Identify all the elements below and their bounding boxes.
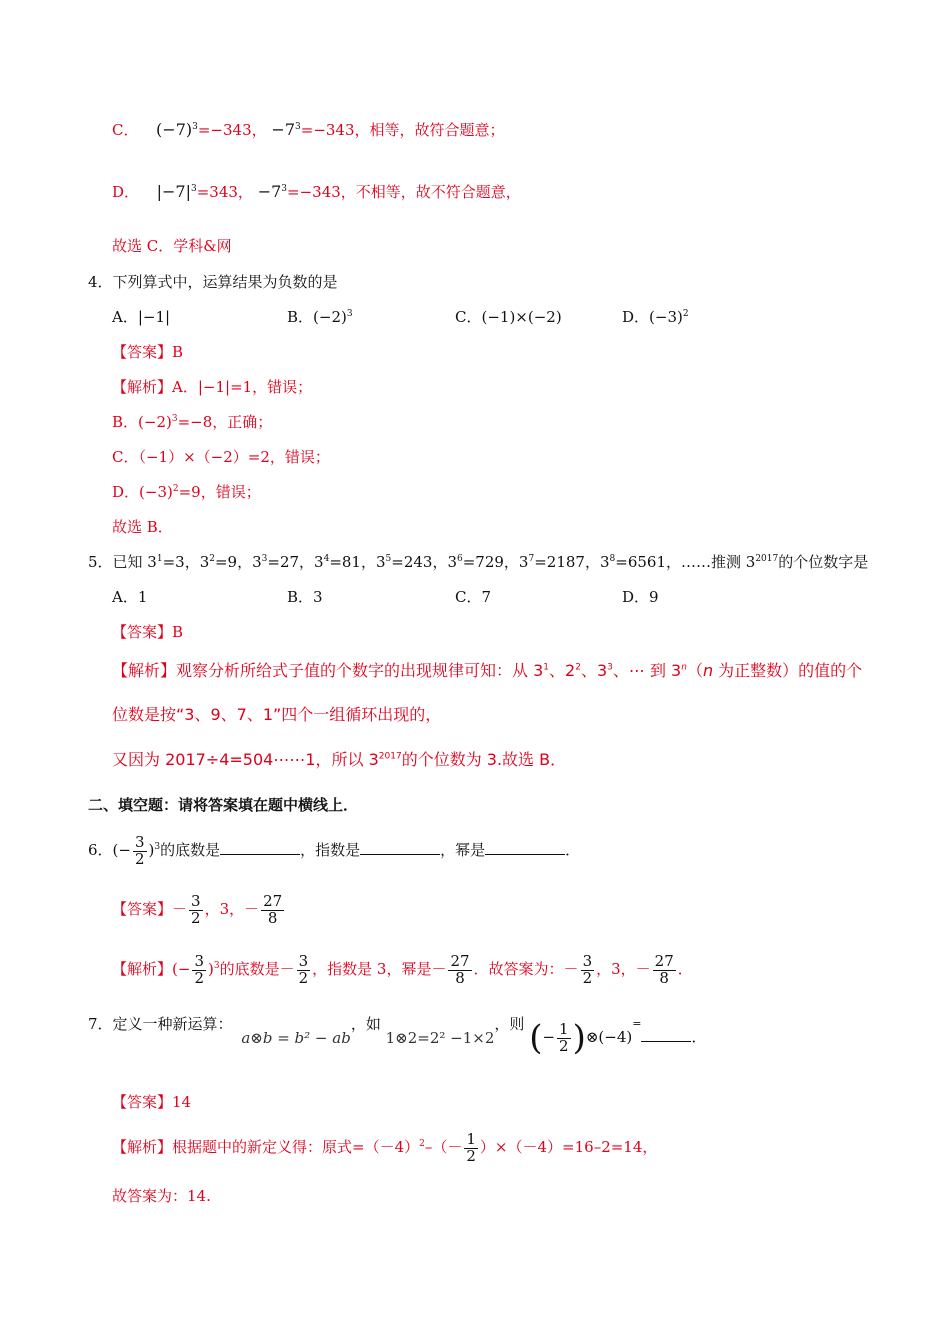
- q3-conclusion: 故选 C．学科&网: [112, 237, 232, 255]
- q7-answer: 【答案】14: [112, 1093, 192, 1111]
- q5-stem: 5．已知 $3^1=3$，$3^2=9$，$3^3=27$，$3^4=81$，$3^5=243$，$3^6=729$，$3^7=2187$，$3^8=6561$，……推测 $3^{2017}$的个位数字是: [88, 553, 869, 571]
- q3-c-eq2: =−343，: [300, 121, 370, 139]
- q4-analysis-c: C．（−1）×（−2）=2，错误；: [112, 448, 330, 466]
- q3-d-expr2: $-7^3$: [257, 182, 288, 201]
- q3-option-d: [112, 182, 521, 202]
- q4-option-c: C．(−1)×(−2): [455, 308, 562, 326]
- q4-option-b: B．$(-2)^3$: [287, 308, 353, 326]
- q3-c-expr1: $(-7)^3$: [156, 120, 198, 139]
- q4-analysis-b: B．$(-2)^3=-8$，正确；: [112, 413, 273, 431]
- q4-conclusion: 故选 B．: [112, 518, 173, 536]
- q4-stem: 4．下列算式中，运算结果为负数的是: [88, 273, 338, 291]
- q7-stem: 7．定义一种新运算： a⊗b = b² − ab，如 1⊗2=2² −1×2，则 (− $\frac{1}{2}$ )⊗(−4)=．: [88, 1015, 707, 1058]
- q6-fraction: $\frac{3}{2}$: [134, 832, 145, 868]
- q3-option-c: [112, 120, 505, 140]
- q7-analysis: 【解析】根据题中的新定义得：原式$=(-4)^2-(-$ $\frac{1}{2}$ ）×（－4）=16–2=14，: [112, 1129, 658, 1165]
- q6-blank-power[interactable]: [485, 840, 565, 855]
- q7-example: 1⊗2=2² −1×2: [385, 1029, 495, 1047]
- section-fill-in-title: 二、填空题：请将答案填在题中横线上．: [88, 796, 359, 814]
- q3-d-label: D．: [112, 183, 140, 201]
- q6-answer: 【答案】－ $\frac{3}{2}$ ，3，－ $\frac{27}{8}$: [112, 891, 283, 927]
- q3-d-eq2: =−343，: [287, 183, 356, 201]
- q5-answer: 【答案】B: [112, 623, 184, 641]
- q3-d-eq1: =343，: [196, 183, 253, 201]
- q4-analysis-d: D．$(-3)^2=9$，错误；: [112, 483, 261, 501]
- q3-c-label: C．: [112, 121, 139, 139]
- q7-answer-blank[interactable]: [641, 1027, 691, 1042]
- q3-d-expr1: $|-7|^3$: [156, 182, 197, 201]
- q3-d-tail: 不相等，故不符合题意，: [355, 183, 521, 201]
- q3-c-eq1: =−343，: [197, 121, 267, 139]
- q5-analysis-line3: 又因为 2017÷4=504⋯⋯1，所以 $3^{2017}$的个位数为 3.故选 B．: [112, 750, 567, 769]
- q4-answer: 【答案】B: [112, 343, 184, 361]
- q6-stem: 6．(− $\frac{3}{2}$ )$^3$的底数是 ，指数是 ，幂是 ．: [88, 832, 581, 868]
- q5-option-a: A．1: [112, 588, 148, 606]
- q7-definition: a⊗b = b² − ab: [241, 1029, 351, 1047]
- q3-c-tail: 相等，故符合题意；: [369, 121, 505, 139]
- q6-analysis: 【解析】(− $\frac{3}{2}$ )$^3$的底数是－ $\frac{3}{2}$ ，指数是 3，幂是－ $\frac{27}{8}$ ．故答案为：－ $\frac{3}{2}$ ，3，－ $\frac{27}{8}$ ．: [112, 951, 693, 987]
- q5-analysis-line2: 位数是按“3、9、7、1”四个一组循环出现的，: [112, 705, 442, 724]
- q5-option-b: B．3: [287, 588, 323, 606]
- q6-blank-base[interactable]: [220, 840, 300, 855]
- q3-c-expr2: $-7^3$: [271, 120, 301, 139]
- q4-analysis-a: 【解析】A．|−1|=1，错误；: [112, 378, 313, 396]
- q4-option-d: D．$(-3)^2$: [622, 308, 689, 326]
- q5-option-d: D．9: [622, 588, 659, 606]
- q5-option-c: C．7: [455, 588, 492, 606]
- q5-analysis-line1: 【解析】观察分析所给式子值的个数字的出现规律可知：从 $3^1$、$2^2$、$3^3$、⋯ 到 3$^n$（n 为正整数）的值的个: [112, 661, 863, 680]
- q7-conclusion: 故答案为：14.: [112, 1187, 211, 1205]
- q6-blank-exponent[interactable]: [360, 840, 440, 855]
- q4-option-a: A．|−1|: [112, 308, 171, 326]
